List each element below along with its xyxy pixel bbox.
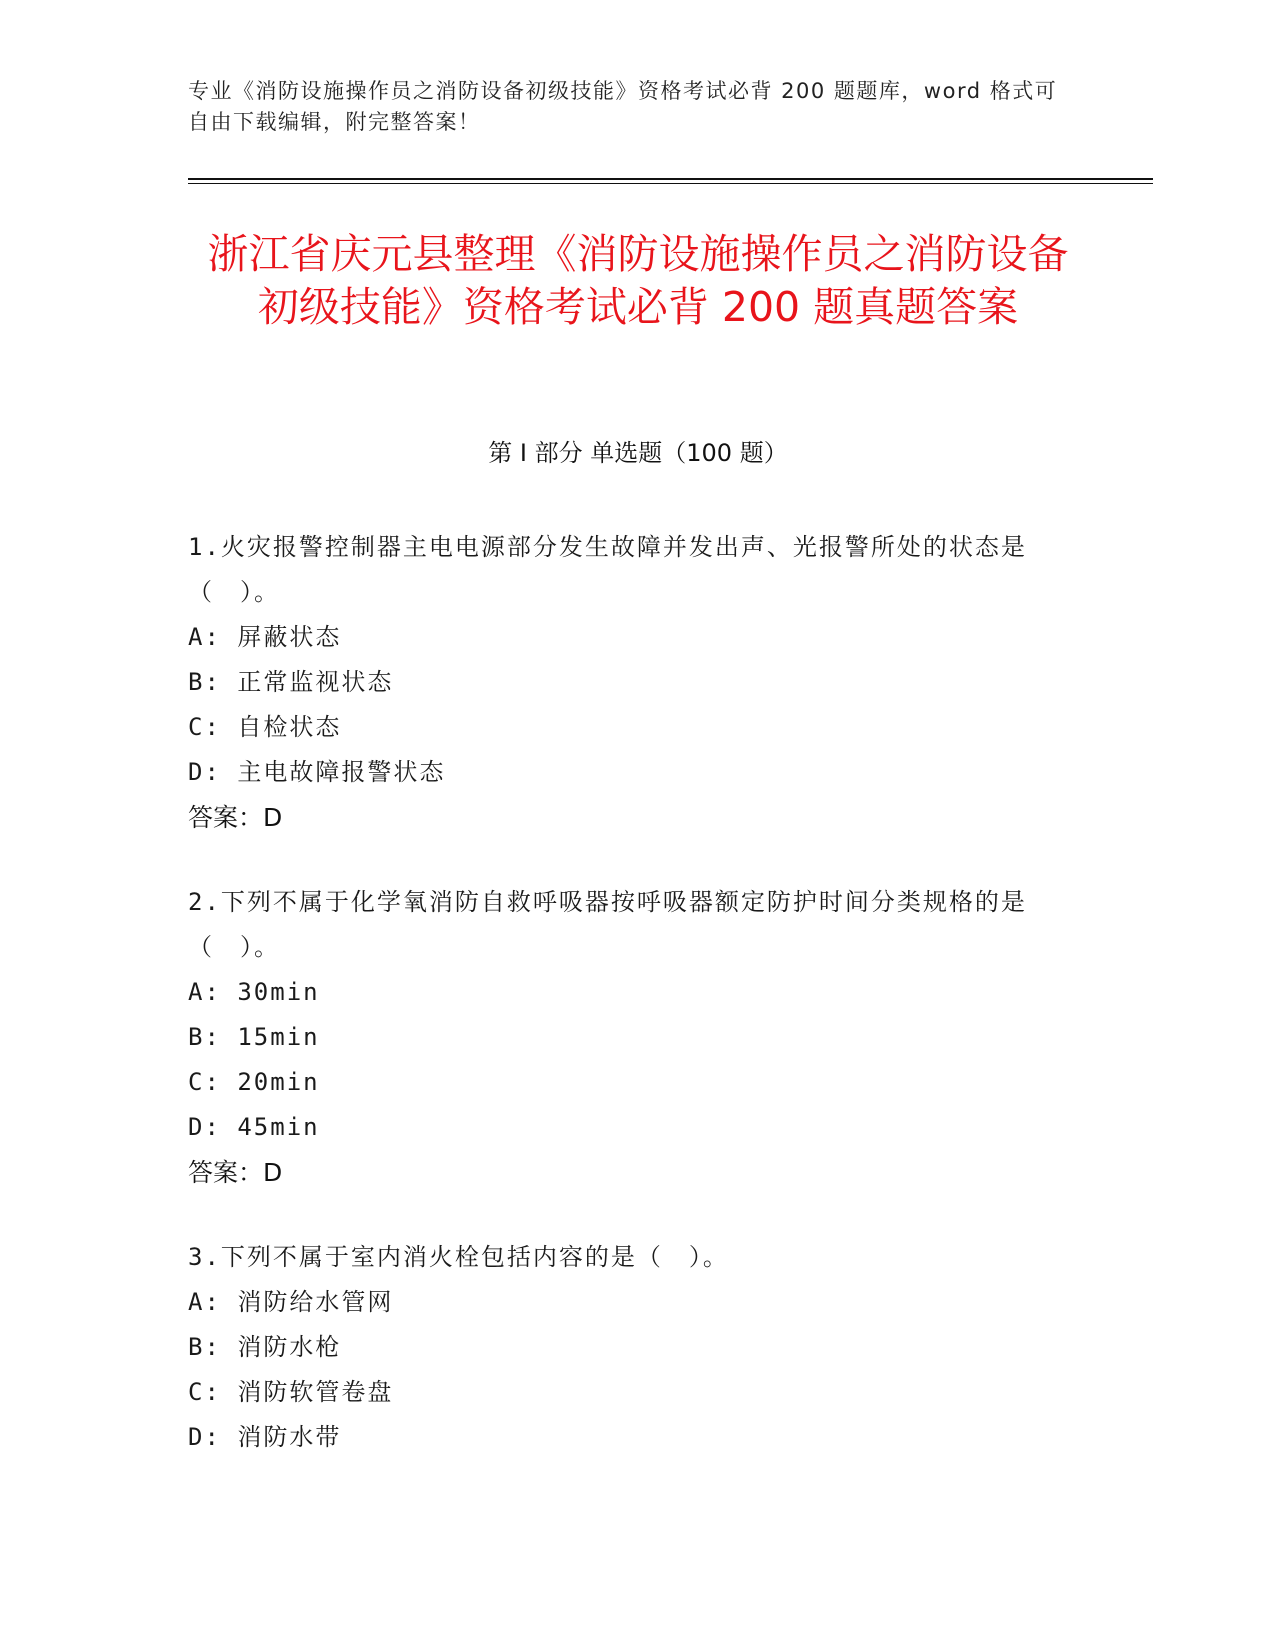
option-b: B: 正常监视状态: [188, 668, 394, 696]
option-a: A: 30min: [188, 978, 320, 1006]
option-c: C: 消防软管卷盘: [188, 1378, 394, 1406]
question-item: [188, 525, 1068, 840]
option-d: D: 45min: [188, 1113, 320, 1141]
header-divider-thin: [188, 183, 1153, 184]
option-c: C: 20min: [188, 1068, 320, 1096]
question-answer: 答案：D: [188, 803, 283, 832]
question-stem: 2.下列不属于化学氧消防自救呼吸器按呼吸器额定防护时间分类规格的是（ ）。: [188, 888, 1027, 961]
document-title: 浙江省庆元县整理《消防设施操作员之消防设备初级技能》资格考试必背 200 题真题答案: [207, 230, 1069, 331]
question-stem: 1.火灾报警控制器主电电源部分发生故障并发出声、光报警所处的状态是（ ）。: [188, 533, 1027, 606]
option-a: A: 屏蔽状态: [188, 623, 342, 651]
option-c: C: 自检状态: [188, 713, 342, 741]
question-item: [188, 1235, 1068, 1460]
header-divider: [188, 178, 1153, 180]
option-d: D: 消防水带: [188, 1423, 342, 1451]
question-answer: 答案：D: [188, 1158, 283, 1187]
question-stem: 3.下列不属于室内消火栓包括内容的是（ ）。: [188, 1243, 729, 1271]
header-note: 专业《消防设施操作员之消防设备初级技能》资格考试必背 200 题题库，word 格式可自由下载编辑，附完整答案！: [188, 79, 1058, 134]
option-a: A: 消防给水管网: [188, 1288, 394, 1316]
question-list: [188, 525, 1068, 1500]
option-d: D: 主电故障报警状态: [188, 758, 446, 786]
section-title: 第 I 部分 单选题（100 题）: [488, 439, 788, 467]
option-b: B: 消防水枪: [188, 1333, 342, 1361]
question-item: [188, 880, 1068, 1195]
option-b: B: 15min: [188, 1023, 320, 1051]
